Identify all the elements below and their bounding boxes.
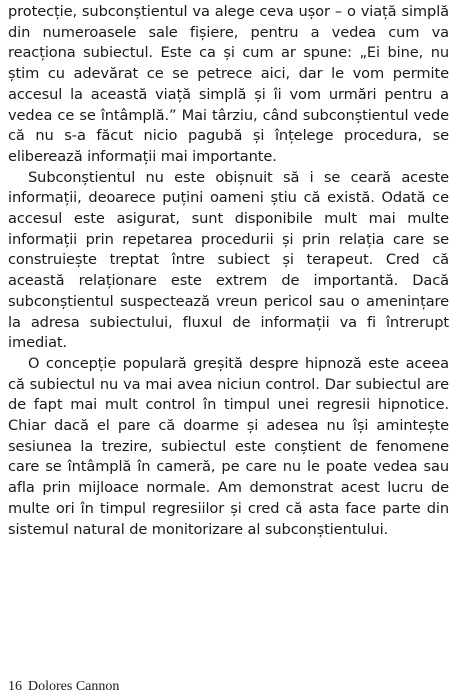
paragraph-continued: protecție, subconștientul va alege ceva ușor – o viață simplă din numeroasele sale fișiere, pentru a vedea cum va reacționa subiectul. Este ca și cum ar spune: „Ei bine, nu știm cu adevărat ce se petrece aici, dar le vom permite accesul la această viață simplă și îi vom urmări pentru a vedea ce se întâmplă.” Mai târziu, când subconștientul vede că nu s-a făcut nicio pagubă și înțelege procedura, se eliberează informații mai importante. — [8, 3, 449, 165]
body-text — [8, 2, 449, 540]
paragraph: O concepție populară greșită despre hipnoză este aceea că subiectul nu va mai avea niciun control. Dar subiectul are de fapt mai mult control în timpul unei regresii hipnotice. Chiar dacă el pare că doarme și adesea nu își amintește sesiunea la trezire, subiectul este conștient de fenomene care se întâmplă în cameră, pe care nu le poate vedea sau afla prin mijloace normale. Am demonstrat acest lucru de multe ori în timpul regresiilor și cred că asta face parte din sistemul natural de monitorizare al subconștientului. — [8, 354, 449, 538]
page-footer — [8, 678, 119, 696]
running-footer-author: Dolores Cannon — [28, 679, 120, 694]
paragraph: Subconștientul nu este obișnuit să i se ceară aceste informații, deoarece puțini oameni știu că există. Odată ce accesul este asigurat, sunt disponibile mult mai multe informații prin repetarea procedurii și prin relația care se construiește treptat între subiect și terapeut. Cred că această relaționare este extrem de importantă. Dacă subconștientul suspectează vreun pericol sau o amenințare la adresa subiectului, fluxul de informații va fi întrerupt imediat. — [8, 168, 449, 352]
page-number: 16 — [8, 679, 22, 694]
